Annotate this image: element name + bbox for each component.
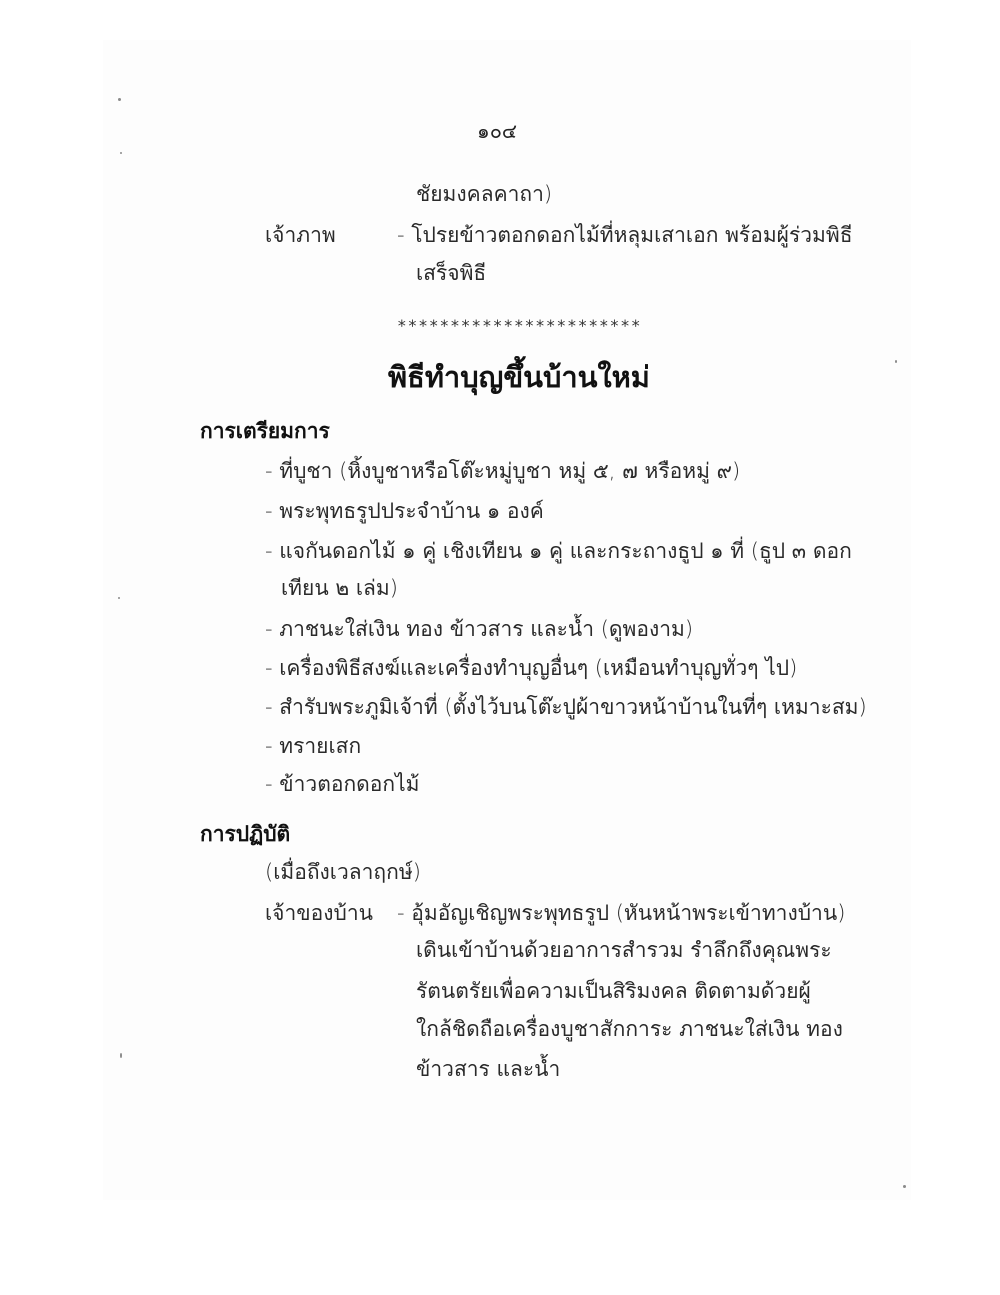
- scan-speck: [118, 597, 120, 599]
- practice-line: เดินเข้าบ้านด้วยอาการสำรวม รำลึกถึงคุณพระ: [416, 938, 832, 962]
- list-item: - แจกันดอกไม้ ๑ คู่ เชิงเทียน ๑ คู่ และกระถางธูป ๑ ที่ (ธูป ๓ ดอก: [265, 539, 852, 563]
- practice-line: ใกล้ชิดถือเครื่องบูชาสักการะ ภาชนะใส่เงิน ทอง: [416, 1017, 843, 1041]
- practice-role: เจ้าของบ้าน: [265, 901, 373, 925]
- list-item-continuation: เทียน ๒ เล่ม): [281, 576, 398, 600]
- list-item: - ที่บูชา (หิ้งบูชาหรือโต๊ะหมู่บูชา หมู่ ๕, ๗ หรือหมู่ ๙): [265, 459, 741, 483]
- scan-speck: [903, 1185, 906, 1188]
- practice-line: ข้าวสาร และน้ำ: [416, 1057, 561, 1081]
- continuation-role: เจ้าภาพ: [265, 223, 336, 247]
- scan-speck: [120, 152, 122, 154]
- list-item: - พระพุทธรูปประจำบ้าน ๑ องค์: [265, 499, 544, 523]
- continuation-line-3: เสร็จพิธี: [416, 261, 487, 285]
- practice-when: (เมื่อถึงเวลาฤกษ์): [265, 860, 421, 884]
- list-item: - สำรับพระภูมิเจ้าที่ (ตั้งไว้บนโต๊ะปูผ้าขาวหน้าบ้านในที่ๆ เหมาะสม): [265, 695, 867, 719]
- page-title: พิธีทำบุญขึ้นบ้านใหม่: [388, 360, 650, 394]
- scan-speck: [895, 360, 897, 363]
- separator: ***********************: [397, 316, 642, 335]
- continuation-line-2: - โปรยข้าวตอกดอกไม้ที่หลุมเสาเอก พร้อมผู้ร่วมพิธี: [397, 223, 853, 247]
- continuation-line-1: ชัยมงคลคาถา): [416, 182, 553, 206]
- list-item: - ภาชนะใส่เงิน ทอง ข้าวสาร และน้ำ (ดูพองาม): [265, 617, 694, 641]
- list-item: - ข้าวตอกดอกไม้: [265, 772, 420, 796]
- practice-line: - อุ้มอัญเชิญพระพุทธรูป (หันหน้าพระเข้าทางบ้าน): [397, 901, 846, 925]
- practice-line: รัตนตรัยเพื่อความเป็นสิริมงคล ติดตามด้วยผู้: [416, 979, 811, 1003]
- scan-speck: [118, 98, 121, 101]
- preparation-heading: การเตรียมการ: [200, 419, 330, 443]
- scan-speck: [120, 1053, 122, 1058]
- list-item: - เครื่องพิธีสงฆ์และเครื่องทำบุญอื่นๆ (เหมือนทำบุญทั่วๆ ไป): [265, 656, 798, 680]
- practice-heading: การปฏิบัติ: [200, 822, 291, 846]
- list-item: - ทรายเสก: [265, 734, 362, 758]
- page-number: ๑๐๔: [477, 119, 518, 143]
